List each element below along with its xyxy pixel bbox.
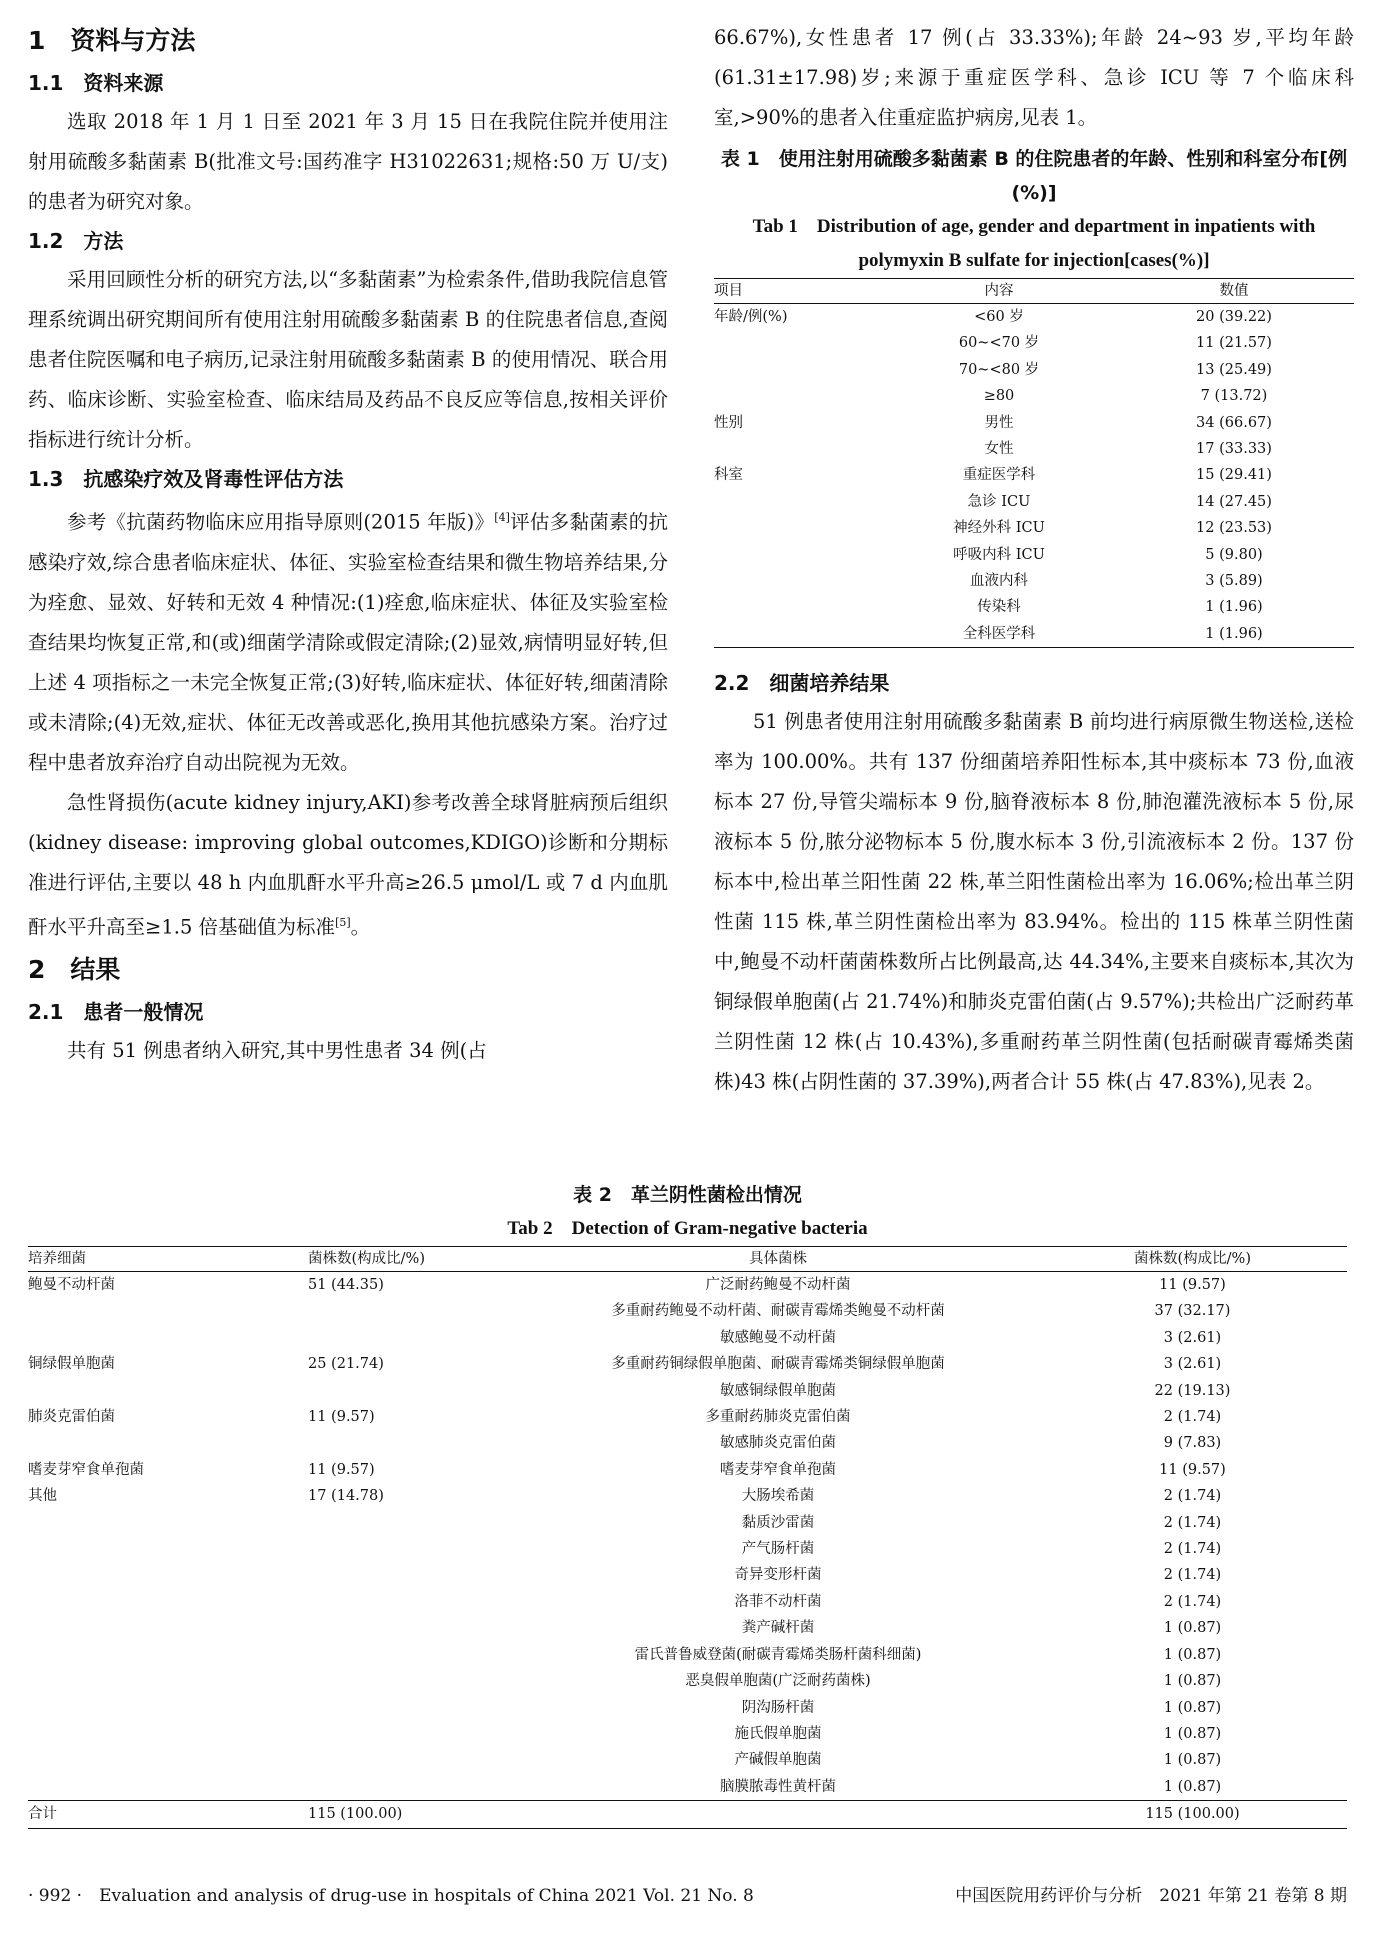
paragraph: [28, 498, 668, 783]
table-cell: [28, 1536, 308, 1562]
table-cell: [714, 489, 884, 515]
table-cell: 13 (25.49): [1196, 361, 1272, 378]
table-cell: 5 (9.80): [1205, 546, 1263, 563]
table-cell: 1 (0.87): [1163, 1778, 1222, 1795]
table-cell: [28, 1642, 308, 1668]
table-cell: 2 (1.74): [1163, 1593, 1222, 1610]
table-cell: 1 (1.96): [1205, 599, 1263, 616]
table-cell: 20 (39.22): [1196, 309, 1272, 325]
table-cell: 洛菲不动杆菌: [734, 1593, 822, 1610]
table-row: [28, 1562, 1347, 1588]
table-row: [28, 1536, 1347, 1562]
table-cell: 2 (1.74): [1163, 1567, 1222, 1584]
subsection-heading: 1.2 方法: [28, 229, 124, 253]
table-cell: [308, 1695, 518, 1721]
table-cell: 铜绿假单胞菌: [28, 1356, 115, 1373]
table-cell: 血液内科: [970, 573, 1028, 590]
table-cell: 急诊 ICU: [967, 493, 1031, 510]
table-cell: [714, 383, 884, 409]
table-cell: 7 (13.72): [1200, 388, 1268, 405]
footer-right: 中国医院用药评价与分析 2021 年第 21 卷第 8 期: [955, 1886, 1347, 1906]
table-cell: 2 (1.74): [1163, 1488, 1222, 1505]
table-cell: 全科医学科: [884, 621, 1114, 648]
table-cell: 嗜麦芽窄食单孢菌: [720, 1461, 836, 1478]
table-row: [714, 489, 1354, 515]
table-cell: 15 (29.41): [1196, 467, 1272, 484]
table-row: [28, 1378, 1347, 1404]
table-cell: [28, 1562, 308, 1588]
paragraph: 51 例患者使用注射用硫酸多黏菌素 B 前均进行病原微生物送检,送检率为 100.00%。共有 137 份细菌培养阳性标本,其中痰标本 73 份,血液标本 27 份,导管尖端标本 9 份,脑脊液标本 8 份,肺泡灌洗液标本 5 份,尿液标本 5 份,脓分泌物标本 5 份,腹水标本 3 份,引流液标本 2 份。137 份标本中,检出革兰阳性菌 22 株,革兰阳性菌检出率为 16.06%;检出革兰阴性菌 115 株,革兰阴性菌检出率为 83.94%。检出的 115 株革兰阴性菌中,鲍曼不动杆菌菌株数所占比例最高,达 44.34%,主要来自痰标本,其次为铜绿假单胞菌(占 21.74%)和肺炎克雷伯菌(占 9.57%);共检出广泛耐药革兰阴性菌 12 株(占 10.43%),多重耐药革兰阴性菌(包括耐碳青霉烯类菌株)43 株(占阴性菌的 37.39%),两者合计 55 株(占 47.83%),见表 2。: [714, 710, 1354, 1094]
table-row: [28, 1457, 1347, 1483]
paragraph: 采用回顾性分析的研究方法,以“多黏菌素”为检索条件,借助我院信息管理系统调出研究期间所有使用注射用硫酸多黏菌素 B 的住院患者信息,查阅患者住院医嘱和电子病历,记录注射用硫酸多黏菌素 B 的使用情况、联合用药、临床诊断、实验室检查、临床结局及药品不良反应等信息,按相关评价指标进行统计分析。: [28, 268, 668, 451]
table-cell: 敏感鲍曼不动杆菌: [720, 1329, 836, 1346]
table-cell: 黏质沙雷菌: [741, 1514, 815, 1531]
paragraph-text: 急性肾损伤(acute kidney injury,AKI)参考改善全球肾脏病预后组织(kidney disease: improving global outcomes,KDIGO)诊断和分期标准进行评估,主要以 48 h 内血肌酐水平升高≥26.5 μmol/L 或 7 d 内血肌酐水平升高至≥1.5 倍基础值为标准: [28, 790, 668, 938]
table-row: [28, 1272, 1347, 1299]
column-header: 菌株数(构成比/%): [308, 1247, 518, 1272]
section-heading: 1 资料与方法: [28, 26, 196, 55]
table-cell: 11 (9.57): [1159, 1277, 1226, 1293]
paragraph: 共有 51 例患者纳入研究,其中男性患者 34 例(占: [67, 1039, 487, 1062]
table-cell: 115 (100.00): [1038, 1801, 1347, 1828]
table-cell: 年龄/例(%): [714, 309, 788, 325]
subsection-heading: 1.3 抗感染疗效及肾毒性评估方法: [28, 467, 344, 491]
paragraph: 66.67%),女性患者 17 例(占 33.33%);年龄 24~93 岁,平均年龄(61.31±17.98)岁;来源于重症医学科、急诊 ICU 等 7 个临床科室,>90%的患者入住重症监护病房,见表 1。: [714, 26, 1354, 129]
table-cell: [714, 330, 884, 356]
section-heading: 2 结果: [28, 955, 121, 984]
column-header: 内容: [884, 279, 1114, 304]
footer-left: · 992 · Evaluation and analysis of drug-use in hospitals of China 2021 Vol. 21 No. 8: [28, 1886, 754, 1906]
table-cell: [28, 1615, 308, 1641]
table-row: [714, 383, 1354, 409]
table-cell: [308, 1430, 518, 1456]
table-cell: [714, 621, 884, 648]
table-row: [28, 1483, 1347, 1509]
table-cell: [28, 1668, 308, 1694]
table-cell: 重症医学科: [962, 467, 1036, 484]
table-cell: 11 (9.57): [308, 1461, 375, 1478]
table-cell: [714, 568, 884, 594]
table-row: [714, 357, 1354, 383]
table-cell: 奇异变形杆菌: [734, 1567, 822, 1584]
table-row: [714, 568, 1354, 594]
table-cell: 3 (2.61): [1163, 1329, 1222, 1346]
table-cell: 敏感肺炎克雷伯菌: [720, 1435, 836, 1452]
table-cell: 大肠埃希菌: [741, 1488, 815, 1505]
table-row: [28, 1325, 1347, 1351]
table-cell: 性别: [714, 414, 743, 431]
table-cell: 广泛耐药鲍曼不动杆菌: [705, 1277, 851, 1293]
table-cell: 1 (1.96): [1114, 621, 1354, 648]
table-row: [714, 594, 1354, 620]
table2-caption-cn: 表 2 革兰阴性菌检出情况: [573, 1184, 802, 1206]
table-header-row: [714, 279, 1354, 304]
table2: [28, 1246, 1347, 1829]
table-cell: 女性: [984, 441, 1014, 458]
table-cell: [714, 436, 884, 462]
table-cell: [308, 1378, 518, 1404]
table-cell: 肺炎克雷伯菌: [28, 1409, 115, 1426]
table-cell: 产碱假单胞菌: [734, 1752, 822, 1769]
table-cell: 17 (14.78): [308, 1488, 384, 1505]
table-cell: 1 (0.87): [1163, 1699, 1222, 1716]
table-cell: 51 (44.35): [308, 1277, 384, 1293]
table-cell: 施氏假单胞菌: [734, 1725, 822, 1742]
table-cell: [308, 1721, 518, 1747]
paragraph-text: 评估多黏菌素的抗感染疗效,综合患者临床症状、体征、实验室检查结果和微生物培养结果,分为痊愈、显效、好转和无效 4 种情况:(1)痊愈,临床症状、体征及实验室检查结果均恢复正常,和(或)细菌学清除或假定清除;(2)显效,病情明显好转,但上述 4 项指标之一未完全恢复正常;(3)好转,临床症状、体征好转,细菌清除或未清除;(4)无效,症状、体征无改善或恶化,换用其他抗感染方案。治疗过程中患者放弃治疗自动出院视为无效。: [28, 510, 668, 774]
table-cell: 多重耐药铜绿假单胞菌、耐碳青霉烯类铜绿假单胞菌: [611, 1356, 945, 1373]
table-row: [714, 304, 1354, 331]
table2-block: [28, 1178, 1347, 1829]
table-cell: 14 (27.45): [1196, 493, 1272, 510]
table-cell: 合计: [28, 1801, 308, 1828]
table-cell: [28, 1430, 308, 1456]
table-cell: [714, 594, 884, 620]
table-cell: ≥80: [983, 388, 1015, 405]
column-header: 菌株数(构成比/%): [1038, 1247, 1347, 1272]
table-row: [28, 1668, 1347, 1694]
table-cell: [308, 1562, 518, 1588]
paragraph: [28, 783, 668, 948]
table-cell: 12 (23.53): [1196, 520, 1272, 537]
table-row: [714, 436, 1354, 462]
table-cell: 多重耐药鲍曼不动杆菌、耐碳青霉烯类鲍曼不动杆菌: [611, 1303, 945, 1320]
table-row: [714, 410, 1354, 436]
table-cell: 1 (0.87): [1163, 1752, 1222, 1769]
table-row: [28, 1351, 1347, 1377]
column-header: 具体菌株: [518, 1247, 1038, 1272]
table-cell: 11 (9.57): [308, 1409, 375, 1426]
table-cell: 敏感铜绿假单胞菌: [720, 1382, 836, 1399]
table-row: [28, 1510, 1347, 1536]
table-cell: [308, 1298, 518, 1324]
table-cell: 9 (7.83): [1163, 1435, 1222, 1452]
table-cell: [308, 1536, 518, 1562]
table-cell: [308, 1325, 518, 1351]
table-cell: [28, 1325, 308, 1351]
paragraph-text: 。: [350, 915, 371, 938]
table-cell: 男性: [984, 414, 1014, 431]
table-cell: 34 (66.67): [1196, 414, 1272, 431]
table-row: [714, 515, 1354, 541]
table-cell: 22 (19.13): [1154, 1382, 1231, 1399]
table-total-row: [28, 1801, 1347, 1828]
table-cell: [28, 1695, 308, 1721]
table-row: [28, 1589, 1347, 1615]
table-cell: [28, 1774, 308, 1801]
table-cell: [308, 1774, 518, 1801]
table-cell: 2 (1.74): [1163, 1409, 1222, 1426]
table-cell: [714, 515, 884, 541]
table-cell: [714, 542, 884, 568]
table-row: [28, 1642, 1347, 1668]
table-cell: 呼吸内科 ICU: [953, 546, 1045, 563]
table-row: [714, 330, 1354, 356]
table-row: [714, 462, 1354, 488]
table-row: [28, 1404, 1347, 1430]
table-cell: 115 (100.00): [308, 1801, 518, 1828]
table-row: [714, 621, 1354, 648]
table-cell: [28, 1747, 308, 1773]
table-cell: 粪产碱杆菌: [741, 1620, 815, 1637]
column-header: 项目: [714, 279, 884, 304]
table-cell: 神经外科 ICU: [953, 520, 1045, 537]
table-cell: 多重耐药肺炎克雷伯菌: [705, 1409, 851, 1426]
table-cell: <60 岁: [974, 309, 1024, 325]
table-cell: [308, 1510, 518, 1536]
table-cell: 鲍曼不动杆菌: [28, 1277, 115, 1293]
table-cell: 2 (1.74): [1163, 1514, 1222, 1531]
table-cell: 60~<70 岁: [958, 335, 1040, 352]
table-cell: 3 (5.89): [1205, 573, 1263, 590]
table-cell: 产气肠杆菌: [741, 1541, 815, 1558]
table-cell: 传染科: [977, 599, 1021, 616]
table-cell: 1 (0.87): [1163, 1673, 1222, 1690]
table1-caption-en: Tab 1 Distribution of age, gender and department in inpatients with polymyxin B sulfate for injection[cases(%)]: [752, 216, 1316, 271]
table-cell: [28, 1378, 308, 1404]
table1-caption-cn: 表 1 使用注射用硫酸多黏菌素 B 的住院患者的年龄、性别和科室分布[例(%)]: [720, 148, 1348, 204]
table2-caption-en: Tab 2 Detection of Gram-negative bacteria: [507, 1218, 868, 1239]
table-cell: 其他: [28, 1488, 57, 1505]
table-row: [714, 542, 1354, 568]
table-cell: [28, 1510, 308, 1536]
table-cell: [518, 1801, 1038, 1828]
table-cell: 11 (21.57): [1196, 335, 1272, 352]
table-cell: 37 (32.17): [1154, 1303, 1231, 1320]
table-cell: 25 (21.74): [308, 1356, 384, 1373]
table-cell: [28, 1298, 308, 1324]
table-cell: 阴沟肠杆菌: [741, 1699, 815, 1716]
subsection-heading: 1.1 资料来源: [28, 71, 164, 95]
table-cell: [308, 1668, 518, 1694]
table-row: [28, 1774, 1347, 1801]
table-cell: 11 (9.57): [1159, 1461, 1226, 1478]
column-header: 培养细菌: [28, 1247, 308, 1272]
table-cell: [308, 1747, 518, 1773]
table-cell: [714, 357, 884, 383]
subsection-heading: 2.2 细菌培养结果: [714, 671, 890, 696]
table-cell: 70~<80 岁: [958, 361, 1040, 378]
table-cell: 嗜麦芽窄食单孢菌: [28, 1461, 144, 1478]
table-cell: 1 (0.87): [1163, 1646, 1222, 1663]
table-cell: [308, 1642, 518, 1668]
table-cell: 1 (0.87): [1163, 1725, 1222, 1742]
table-cell: [28, 1721, 308, 1747]
table-row: [28, 1747, 1347, 1773]
table-row: [28, 1615, 1347, 1641]
citation-ref: [5]: [335, 915, 351, 929]
table-cell: [28, 1589, 308, 1615]
table1: [714, 278, 1354, 648]
paragraph: 选取 2018 年 1 月 1 日至 2021 年 3 月 15 日在我院住院并使用注射用硫酸多黏菌素 B(批准文号:国药准字 H31022631;规格:50 万 U/支)的患者为研究对象。: [28, 110, 668, 213]
table-row: [28, 1298, 1347, 1324]
table-row: [28, 1695, 1347, 1721]
table-cell: 恶臭假单胞菌(广泛耐药菌株): [685, 1673, 871, 1690]
table-cell: 脑膜脓毒性黄杆菌: [720, 1778, 836, 1795]
table-header-row: [28, 1247, 1347, 1272]
right-column: [714, 18, 1354, 1102]
subsection-heading: 2.1 患者一般情况: [28, 1000, 204, 1024]
table-cell: 3 (2.61): [1163, 1356, 1222, 1373]
table-cell: 1 (0.87): [1163, 1620, 1222, 1637]
table-cell: [308, 1589, 518, 1615]
table-cell: 雷氏普鲁威登菌(耐碳青霉烯类肠杆菌科细菌): [634, 1646, 922, 1663]
paragraph-text: 参考《抗菌药物临床应用指导原则(2015 年版)》: [67, 510, 495, 534]
table-cell: 2 (1.74): [1163, 1541, 1222, 1558]
column-header: 数值: [1114, 279, 1354, 304]
table-cell: [308, 1615, 518, 1641]
table-cell: 科室: [714, 467, 743, 484]
table-row: [28, 1721, 1347, 1747]
left-column: [28, 18, 668, 1071]
citation-ref: [4]: [494, 511, 510, 524]
table-cell: 17 (33.33): [1196, 441, 1272, 458]
table-row: [28, 1430, 1347, 1456]
